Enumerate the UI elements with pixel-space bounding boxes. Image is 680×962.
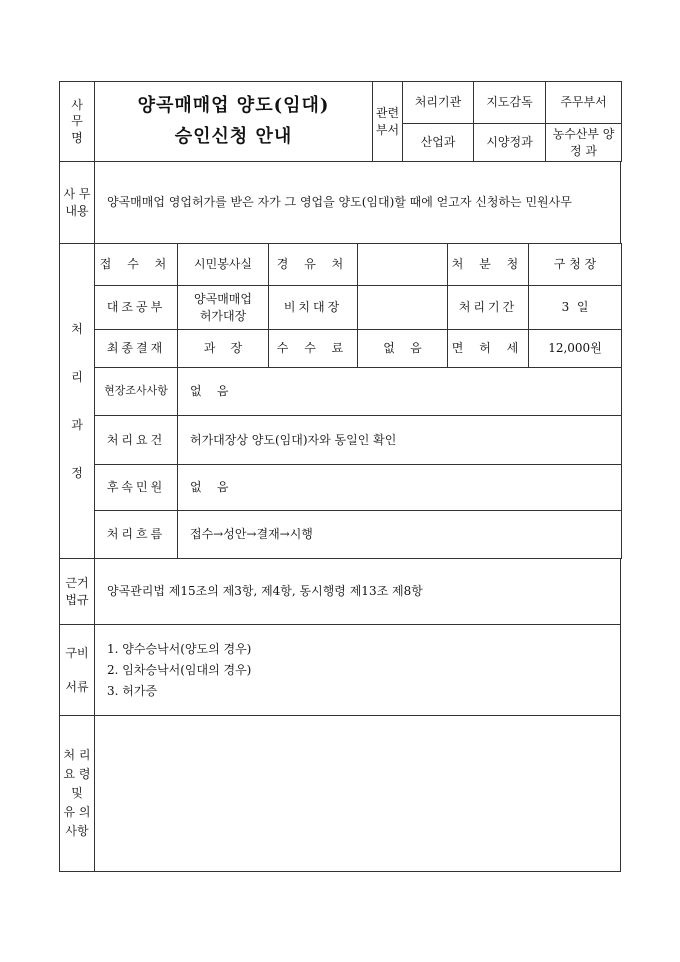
row-label: 처리요건 bbox=[95, 416, 178, 465]
grid-label: 면 허 세 bbox=[448, 330, 529, 368]
content-section bbox=[59, 161, 621, 244]
related-value: 산업과 bbox=[403, 124, 474, 162]
row-value: 없 음 bbox=[178, 465, 622, 511]
grid-value bbox=[358, 286, 448, 330]
row-value: 접수→성안→결재→시행 bbox=[178, 511, 622, 559]
grid-label: 경 유 처 bbox=[269, 244, 358, 286]
row-value: 허가대장상 양도(임대)자와 동일인 확인 bbox=[178, 416, 622, 465]
label-line: 구비 bbox=[65, 645, 89, 660]
content-text: 양곡매매업 영업허가를 받은 자가 그 영업을 양도(임대)할 때에 얻고자 신청하는 민원사무 bbox=[95, 162, 621, 244]
row-label: 현장조사사항 bbox=[95, 368, 178, 416]
label-line: 요 령 bbox=[63, 767, 91, 781]
row-label: 처리흐름 bbox=[95, 511, 178, 559]
grid-label: 최종결재 bbox=[95, 330, 178, 368]
grid-label: 비치대장 bbox=[269, 286, 358, 330]
document-item: 2. 임차승낙서(임대의 경우) bbox=[107, 662, 252, 677]
label-char: 정 bbox=[71, 466, 83, 480]
process-section bbox=[59, 243, 622, 559]
grid-value: 시민봉사실 bbox=[178, 244, 269, 286]
process-label bbox=[60, 244, 95, 559]
label-char: 명 bbox=[71, 130, 83, 145]
label-line: 유 의 bbox=[63, 805, 91, 819]
label-line: 서류 bbox=[65, 680, 89, 694]
label-line: 처 리 bbox=[63, 748, 91, 762]
legal-text: 양곡관리법 제15조의 제3항, 제4항, 동시행령 제13조 제8항 bbox=[95, 559, 621, 625]
grid-value: 구 청 장 bbox=[529, 244, 622, 286]
legal-section bbox=[59, 558, 621, 625]
document-item: 3. 허가증 bbox=[107, 683, 158, 698]
grid-label: 수 수 료 bbox=[269, 330, 358, 368]
related-value: 시양정과 bbox=[474, 124, 546, 162]
label-line: 사항 bbox=[65, 824, 89, 838]
title-line-2: 승인신청 안내 bbox=[174, 125, 293, 147]
label-char: 무 bbox=[71, 114, 83, 129]
label-char: 리 bbox=[71, 370, 83, 384]
notes-label bbox=[60, 716, 95, 872]
related-dept-label: 관련부서 bbox=[373, 82, 403, 162]
grid-value: 3 일 bbox=[529, 286, 622, 330]
grid-value: 12,000원 bbox=[529, 330, 622, 368]
label-char: 처 bbox=[71, 322, 83, 336]
title-line-1: 양곡매매업 양도(임대) bbox=[137, 94, 330, 116]
guide-form bbox=[59, 82, 621, 872]
grid-value: 과 장 bbox=[178, 330, 269, 368]
documents-label bbox=[60, 625, 95, 716]
related-value: 농수산부 양 정 과 bbox=[546, 124, 622, 162]
label-line: 및 bbox=[71, 786, 83, 800]
grid-label: 접 수 처 bbox=[95, 244, 178, 286]
grid-value bbox=[358, 244, 448, 286]
label-char: 사 bbox=[71, 98, 83, 113]
row-label: 후속민원 bbox=[95, 465, 178, 511]
related-header: 주무부서 bbox=[546, 82, 622, 124]
grid-label: 처 분 청 bbox=[448, 244, 529, 286]
documents-list bbox=[95, 625, 621, 716]
grid-label: 대조공부 bbox=[95, 286, 178, 330]
affair-name-label bbox=[60, 82, 95, 162]
label-char: 과 bbox=[71, 418, 83, 432]
related-header: 지도감독 bbox=[474, 82, 546, 124]
grid-value: 없 음 bbox=[358, 330, 448, 368]
notes-text bbox=[95, 716, 621, 872]
row-value: 없 음 bbox=[178, 368, 622, 416]
header-section bbox=[59, 81, 622, 162]
content-label: 사 무 내용 bbox=[60, 162, 95, 244]
grid-value: 양곡매매업 허가대장 bbox=[178, 286, 269, 330]
document-item: 1. 양수승낙서(양도의 경우) bbox=[107, 641, 252, 656]
grid-label: 처리기간 bbox=[448, 286, 529, 330]
documents-section bbox=[59, 624, 621, 716]
page-title bbox=[95, 82, 373, 162]
related-header: 처리기관 bbox=[403, 82, 474, 124]
legal-label: 근거 법규 bbox=[60, 559, 95, 625]
notes-section bbox=[59, 715, 621, 872]
